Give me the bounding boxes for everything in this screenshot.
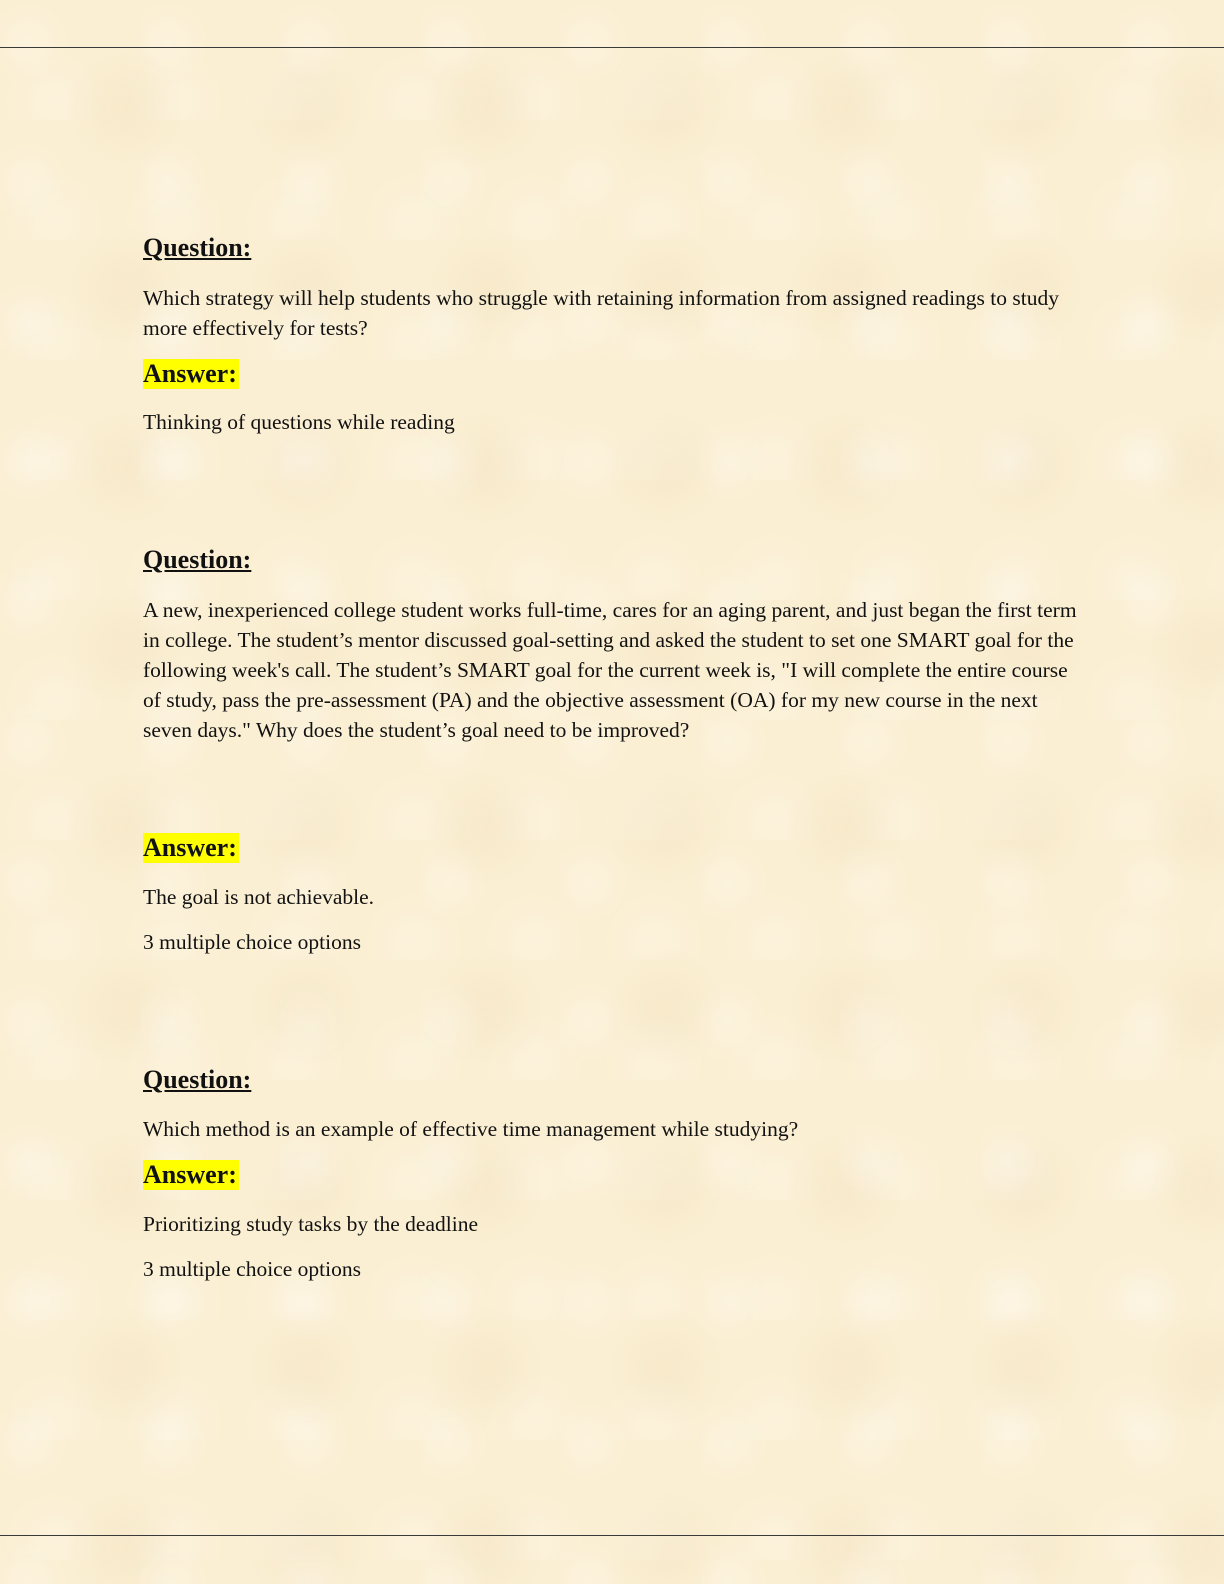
options-note: 3 multiple choice options — [143, 1257, 361, 1281]
question-text: A new, inexperienced college student works full-time, cares for an aging parent, and just began the first term in college. The student’s mentor discussed goal-setting and asked the student to set one SMART goal for the following week's call. The student’s SMART goal for the current week is, "I will complete the entire course of study, pass the pre-assessment (PA) and the objective assessment (OA) for my new course in the next seven days." Why does the student’s goal need to be improved? — [143, 598, 1077, 742]
answer-heading: Answer: — [143, 359, 237, 388]
answer-heading: Answer: — [143, 833, 237, 862]
header-rule — [0, 47, 1224, 48]
answer-text: Thinking of questions while reading — [143, 410, 455, 434]
question-heading: Question: — [143, 545, 252, 574]
answer-heading: Answer: — [143, 1160, 237, 1189]
options-note: 3 multiple choice options — [143, 930, 361, 954]
question-text: Which strategy will help students who struggle with retaining information from assigned readings to study more effectively for tests? — [143, 286, 1059, 340]
answer-text: Prioritizing study tasks by the deadline — [143, 1212, 478, 1236]
question-text: Which method is an example of effective time management while studying? — [143, 1117, 799, 1141]
question-heading: Question: — [143, 1065, 252, 1094]
question-heading: Question: — [143, 233, 252, 262]
footer-rule — [0, 1535, 1224, 1536]
answer-text: The goal is not achievable. — [143, 885, 375, 909]
